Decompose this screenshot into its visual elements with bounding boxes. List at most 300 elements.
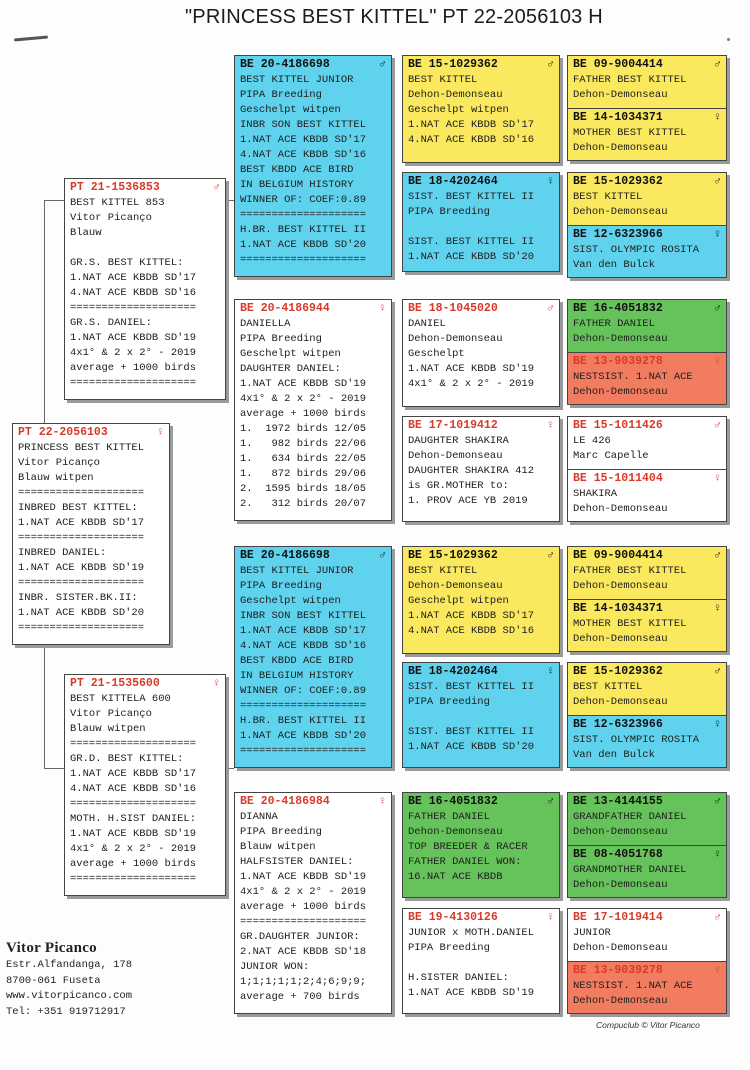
pigeon-info-line: INBR. SISTER.BK.II:	[18, 592, 138, 604]
pigeon-info-line: 1.NAT ACE KBDB SD'19	[408, 363, 535, 375]
ring-number: BE 09-9004414	[573, 58, 663, 71]
pigeon-info-line	[408, 956, 554, 971]
pigeon-info-line: H.BR. BEST KITTEL II	[240, 715, 367, 727]
pigeon-info-line: Vitor Picanço	[70, 212, 152, 224]
pigeon-info-line: Dehon-Demonseau	[573, 503, 668, 515]
sex-symbol: ♂	[714, 302, 721, 315]
pigeon-info-line: Dehon-Demonseau	[408, 89, 503, 101]
ink-dot	[727, 38, 730, 41]
pigeon-info-line: 4.NAT ACE KBDB SD'16	[408, 134, 535, 146]
sex-symbol: ♀	[714, 228, 721, 241]
sex-symbol: ♂	[547, 795, 554, 808]
connector-line	[226, 768, 234, 769]
sex-symbol: ♂	[714, 911, 721, 924]
pigeon-info-line: Dehon-Demonseau	[573, 826, 668, 838]
pigeon-info-line: MOTHER BEST KITTEL	[573, 127, 687, 139]
pigeon-card-main	[12, 423, 170, 645]
pigeon-card-g2-top	[568, 173, 726, 225]
pigeon-info-line: DAUGHTER SHAKIRA	[408, 435, 509, 447]
sex-symbol: ♀	[714, 472, 721, 485]
sex-symbol: ♀	[547, 911, 554, 924]
ring-header	[408, 663, 554, 680]
pigeon-card-fff	[402, 55, 560, 163]
breeder-name: Vitor Picanco	[6, 940, 97, 956]
pigeon-info-line: PIPA Breeding	[240, 333, 322, 345]
pigeon-info-line: SIST. BEST KITTEL II	[408, 236, 535, 248]
pigeon-info-line: GR.DAUGHTER JUNIOR:	[240, 931, 360, 943]
pigeon-info-line: Vitor Picanço	[70, 708, 152, 720]
pigeon-info-line: 4x1° & 2 x 2° - 2019	[70, 843, 197, 855]
pigeon-info-line: TOP BREEDER & RACER	[408, 841, 528, 853]
pigeon-info-line: Dehon-Demonseau	[573, 633, 668, 645]
pigeon-info-line: 1.NAT ACE KBDB SD'19	[70, 828, 197, 840]
pigeon-info-line: Geschelpt witpen	[408, 104, 509, 116]
ring-number: BE 17-1019412	[408, 419, 498, 432]
ring-header	[573, 226, 721, 243]
pigeon-info-line: Geschelpt witpen	[408, 595, 509, 607]
pigeon-info-line: IN BELGIUM HISTORY	[240, 670, 354, 682]
pigeon-info-line: 1;1;1;1;1;2;4;6;9;9;	[240, 976, 367, 988]
pigeon-info-line: 1.NAT ACE KBDB SD'17	[240, 625, 367, 637]
pigeon-info-line: BEST KITTEL JUNIOR	[240, 74, 354, 86]
pigeon-info-line: DANIELLA	[240, 318, 291, 330]
pigeon-info-line: PIPA Breeding	[240, 580, 322, 592]
ring-header	[240, 793, 386, 810]
ring-header	[240, 547, 386, 564]
breeder-website[interactable]: www.vitorpicanco.com	[6, 990, 133, 1002]
pigeon-info-line: WINNER OF: COEF:0.89	[240, 194, 367, 206]
sex-symbol: ♀	[714, 964, 721, 977]
pigeon-info-line: SIST. OLYMPIC ROSITA	[573, 734, 700, 746]
ring-header	[408, 793, 554, 810]
ring-header	[408, 56, 554, 73]
pigeon-card-g4-bot	[568, 469, 726, 522]
pigeon-card-mother	[64, 674, 226, 896]
pigeon-info-line: JUNIOR x MOTH.DANIEL	[408, 927, 535, 939]
pigeon-info-line: Dehon-Demonseau	[573, 995, 668, 1007]
ring-header	[18, 424, 164, 441]
pigeon-info-line: Dehon-Demonseau	[573, 942, 668, 954]
ring-header	[240, 300, 386, 317]
breeder-address	[6, 938, 132, 1020]
pigeon-card-ffm	[402, 172, 560, 272]
pigeon-info-line: BEST KITTELA 600	[70, 693, 171, 705]
pigeon-info-line: NESTSIST. 1.NAT ACE	[573, 371, 693, 383]
pigeon-card-mff	[402, 546, 560, 654]
pigeon-info-line: 1.NAT ACE KBDB SD'20	[240, 239, 367, 251]
pigeon-info-line: Blauw witpen	[18, 472, 94, 484]
pigeon-info-line: Blauw witpen	[240, 841, 316, 853]
pigeon-card-fmm	[402, 416, 560, 522]
sex-symbol: ♀	[714, 602, 721, 615]
pigeon-card-mmf	[402, 792, 560, 898]
pigeon-info-line: PIPA Breeding	[240, 89, 322, 101]
pigeon-info-line: FATHER BEST KITTEL	[573, 565, 687, 577]
pigeon-info-line: MOTH. H.SIST DANIEL:	[70, 813, 197, 825]
sex-symbol: ♀	[547, 419, 554, 432]
ring-header	[408, 547, 554, 564]
pigeon-card-g6-top	[568, 663, 726, 715]
pigeon-info-line: 1.NAT ACE KBDB SD'17	[18, 517, 145, 529]
ring-number: BE 20-4186698	[240, 58, 330, 71]
pigeon-info-line: 2.NAT ACE KBDB SD'18	[240, 946, 367, 958]
pigeon-info-line: Van den Bulck	[573, 259, 655, 271]
pigeon-info-line: 1.NAT ACE KBDB SD'19	[240, 871, 367, 883]
pigeon-info-line: Geschelpt witpen	[240, 595, 341, 607]
pigeon-info-line: ====================	[70, 377, 197, 389]
pigeon-info-line: ====================	[18, 487, 145, 499]
sex-symbol: ♂	[714, 795, 721, 808]
ring-number: BE 13-9039278	[573, 355, 663, 368]
connector-line	[226, 200, 234, 201]
sex-symbol: ♂	[714, 175, 721, 188]
ring-number: BE 15-1011426	[573, 419, 663, 432]
pigeon-info-line: Dehon-Demonseau	[573, 386, 668, 398]
pigeon-card-g3-bot	[568, 352, 726, 405]
pigeon-info-line: 2. 312 birds 20/07	[240, 498, 367, 510]
pigeon-card-g4-top	[568, 417, 726, 469]
pigeon-info-line: 1. 982 birds 22/06	[240, 438, 367, 450]
ring-header	[573, 353, 721, 370]
pigeon-info-line: MOTHER BEST KITTEL	[573, 618, 687, 630]
pigeon-pair-g7	[567, 792, 727, 898]
ring-header	[408, 909, 554, 926]
pigeon-info-line: DANIEL	[408, 318, 446, 330]
pigeon-info-line: BEST KITTEL	[408, 74, 478, 86]
pigeon-card-g1-top	[568, 56, 726, 108]
sex-symbol: ♀	[213, 677, 220, 690]
pigeon-card-g3-top	[568, 300, 726, 352]
sex-symbol: ♀	[714, 848, 721, 861]
ring-header	[573, 793, 721, 810]
pigeon-info-line: Dehon-Demonseau	[573, 696, 668, 708]
pigeon-info-line: Dehon-Demonseau	[408, 826, 503, 838]
pigeon-info-line: SIST. BEST KITTEL II	[408, 726, 535, 738]
pigeon-info-line	[408, 220, 554, 235]
pigeon-info-line: Geschelpt witpen	[240, 348, 341, 360]
pigeon-card-g5-top	[568, 547, 726, 599]
ring-header	[573, 547, 721, 564]
ring-number: BE 17-1019414	[573, 911, 663, 924]
pigeon-info-line: 4.NAT ACE KBDB SD'16	[408, 625, 535, 637]
pigeon-info-line: 1.NAT ACE KBDB SD'20	[408, 741, 535, 753]
ring-header	[573, 846, 721, 863]
pigeon-info-line: BEST KITTEL	[408, 565, 478, 577]
ring-number: BE 14-1034371	[573, 602, 663, 615]
pigeon-info-line: ====================	[18, 532, 145, 544]
pigeon-info-line: ====================	[70, 738, 197, 750]
pigeon-info-line: PIPA Breeding	[408, 696, 490, 708]
ring-number: BE 19-4130126	[408, 911, 498, 924]
ring-number: BE 15-1029362	[573, 175, 663, 188]
ring-number: BE 12-6323966	[573, 228, 663, 241]
sex-symbol: ♂	[714, 549, 721, 562]
ring-number: BE 13-4144155	[573, 795, 663, 808]
ring-number: BE 15-1029362	[408, 58, 498, 71]
pigeon-info-line: JUNIOR WON:	[240, 961, 310, 973]
pigeon-info-line: 4.NAT ACE KBDB SD'16	[240, 149, 367, 161]
pigeon-info-line: Dehon-Demonseau	[408, 450, 503, 462]
pigeon-info-line	[408, 710, 554, 725]
pigeon-card-mmm	[402, 908, 560, 1014]
connector-line	[44, 768, 64, 769]
pigeon-info-line: 4.NAT ACE KBDB SD'16	[240, 640, 367, 652]
pigeon-card-g5-bot	[568, 599, 726, 652]
pigeon-info-line: 4.NAT ACE KBDB SD'16	[70, 287, 197, 299]
pigeon-card-mfm	[402, 662, 560, 768]
sex-symbol: ♀	[547, 175, 554, 188]
pigeon-info-line: ====================	[240, 209, 367, 221]
pigeon-info-line: GRANDFATHER DANIEL	[573, 811, 687, 823]
pigeon-info-line: 4x1° & 2 x 2° - 2019	[240, 886, 367, 898]
breeder-street: Estr.Alfandanga, 178	[6, 959, 133, 971]
pigeon-info-line: PIPA Breeding	[240, 826, 322, 838]
pigeon-info-line: PIPA Breeding	[408, 942, 490, 954]
pigeon-pair-g5	[567, 546, 727, 652]
breeder-phone: Tel: +351 919712917	[6, 1005, 126, 1018]
pigeon-info-line: 1.NAT ACE KBDB SD'20	[240, 730, 367, 742]
pigeon-info-line: Geschelpt witpen	[240, 104, 341, 116]
ring-header	[573, 600, 721, 617]
pigeon-info-line: average + 700 birds	[240, 991, 360, 1003]
ring-number: BE 15-1029362	[408, 549, 498, 562]
ring-number: BE 13-9039278	[573, 964, 663, 977]
pigeon-pair-g4	[567, 416, 727, 522]
ring-number: BE 14-1034371	[573, 111, 663, 124]
pigeon-info-line: average + 1000 birds	[240, 408, 367, 420]
sex-symbol: ♂	[714, 665, 721, 678]
ring-header	[408, 417, 554, 434]
pigeon-card-g2-bot	[568, 225, 726, 278]
pigeon-info-line: PIPA Breeding	[408, 206, 490, 218]
ring-header	[70, 179, 220, 196]
pigeon-info-line: ====================	[240, 916, 367, 928]
sex-symbol: ♂	[547, 58, 554, 71]
ring-number: BE 15-1029362	[573, 665, 663, 678]
pigeon-info-line: Blauw	[70, 227, 102, 239]
pigeon-info-line: BEST KITTEL	[573, 681, 643, 693]
ring-number: BE 08-4051768	[573, 848, 663, 861]
pigeon-card-g8-top	[568, 909, 726, 961]
pigeon-info-line: SIST. OLYMPIC ROSITA	[573, 244, 700, 256]
ring-header	[573, 173, 721, 190]
pigeon-info-line: SHAKIRA	[573, 488, 618, 500]
pigeon-info-line: 1. 1972 birds 12/05	[240, 423, 367, 435]
pigeon-info-line: ====================	[240, 254, 367, 266]
sex-symbol: ♀	[379, 795, 386, 808]
pigeon-info-line: 1.NAT ACE KBDB SD'19	[70, 332, 197, 344]
sex-symbol: ♀	[547, 665, 554, 678]
pigeon-info-line: ====================	[18, 622, 145, 634]
pigeon-info-line: 1.NAT ACE KBDB SD'17	[408, 119, 535, 131]
sex-symbol: ♂	[714, 419, 721, 432]
ring-number: BE 18-4202464	[408, 665, 498, 678]
pigeon-info-line: BEST KBDD ACE BIRD	[240, 655, 354, 667]
pigeon-info-line: INBRED BEST KITTEL:	[18, 502, 138, 514]
pigeon-info-line: 1. 872 birds 29/06	[240, 468, 367, 480]
pigeon-info-line: Dehon-Demonseau	[573, 879, 668, 891]
pigeon-card-g7-top	[568, 793, 726, 845]
breeder-city: 8700-061 Fuseta	[6, 974, 101, 987]
pigeon-info-line: Marc Capelle	[573, 450, 649, 462]
pigeon-card-fm	[234, 299, 392, 521]
pigeon-info-line: 4.NAT ACE KBDB SD'16	[70, 783, 197, 795]
pigeon-info-line: 1.NAT ACE KBDB SD'17	[70, 272, 197, 284]
pigeon-info-line: ====================	[240, 700, 367, 712]
pigeon-card-g7-bot	[568, 845, 726, 898]
sex-symbol: ♂	[379, 58, 386, 71]
pigeon-info-line: BEST KBDD ACE BIRD	[240, 164, 354, 176]
pigeon-info-line: 1.NAT ACE KBDB SD'19	[240, 378, 367, 390]
ring-number: BE 15-1011404	[573, 472, 663, 485]
pigeon-info-line: DAUGHTER SHAKIRA 412	[408, 465, 535, 477]
pigeon-card-fmf	[402, 299, 560, 407]
pigeon-info-line: SIST. BEST KITTEL II	[408, 191, 535, 203]
pigeon-pair-g8	[567, 908, 727, 1014]
pigeon-info-line: average + 1000 birds	[70, 858, 197, 870]
ring-number: PT 21-1535600	[70, 677, 160, 690]
pigeon-info-line: WINNER OF: COEF:0.89	[240, 685, 367, 697]
ring-number: BE 09-9004414	[573, 549, 663, 562]
pigeon-info-line: Van den Bulck	[573, 749, 655, 761]
pigeon-card-mm	[234, 792, 392, 1014]
pigeon-info-line: INBR SON BEST KITTEL	[240, 610, 367, 622]
pigeon-info-line: GR.S. DANIEL:	[70, 317, 152, 329]
ring-number: PT 22-2056103	[18, 426, 108, 439]
pigeon-info-line: LE 426	[573, 435, 611, 447]
pigeon-info-line: 1.NAT ACE KBDB SD'19	[18, 562, 145, 574]
pigeon-info-line: Geschelpt	[408, 348, 465, 360]
pigeon-info-line: 4x1° & 2 x 2° - 2019	[240, 393, 367, 405]
ring-header	[408, 300, 554, 317]
pigeon-info-line: INBR SON BEST KITTEL	[240, 119, 367, 131]
ring-header	[573, 962, 721, 979]
pigeon-info-line: 2. 1595 birds 18/05	[240, 483, 367, 495]
sex-symbol: ♀	[379, 302, 386, 315]
pigeon-info-line: GR.D. BEST KITTEL:	[70, 753, 184, 765]
connector-line	[44, 200, 64, 201]
pigeon-info-line	[70, 241, 220, 256]
ring-number: BE 12-6323966	[573, 718, 663, 731]
pigeon-card-g8-bot	[568, 961, 726, 1014]
pigeon-card-g6-bot	[568, 715, 726, 768]
pigeon-info-line: Dehon-Demonseau	[408, 580, 503, 592]
pigeon-info-line: H.SISTER DANIEL:	[408, 972, 509, 984]
ring-header	[573, 470, 721, 487]
pigeon-info-line: Dehon-Demonseau	[573, 89, 668, 101]
pigeon-card-mf	[234, 546, 392, 768]
pigeon-info-line: Dehon-Demonseau	[573, 142, 668, 154]
pigeon-info-line: IN BELGIUM HISTORY	[240, 179, 354, 191]
pigeon-pair-g1	[567, 55, 727, 161]
sex-symbol: ♀	[714, 355, 721, 368]
ring-header	[240, 56, 386, 73]
ring-number: PT 21-1536853	[70, 181, 160, 194]
ring-header	[70, 675, 220, 692]
pigeon-info-line: Dehon-Demonseau	[408, 333, 503, 345]
pigeon-info-line: DIANNA	[240, 811, 278, 823]
pigeon-info-line: SIST. BEST KITTEL II	[408, 681, 535, 693]
pigeon-info-line: PRINCESS BEST KITTEL	[18, 442, 145, 454]
pigeon-info-line: 4x1° & 2 x 2° - 2019	[408, 378, 535, 390]
pigeon-info-line: Dehon-Demonseau	[573, 333, 668, 345]
pigeon-info-line: FATHER BEST KITTEL	[573, 74, 687, 86]
pigeon-info-line: BEST KITTEL 853	[70, 197, 165, 209]
sex-symbol: ♀	[714, 111, 721, 124]
sex-symbol: ♂	[213, 181, 220, 194]
sex-symbol: ♀	[157, 426, 164, 439]
pigeon-info-line: ====================	[70, 302, 197, 314]
pigeon-info-line: 1.NAT ACE KBDB SD'17	[408, 610, 535, 622]
pigeon-info-line: 1.NAT ACE KBDB SD'17	[70, 768, 197, 780]
pigeon-info-line: FATHER DANIEL	[408, 811, 490, 823]
pigeon-info-line: ====================	[70, 873, 197, 885]
pigeon-info-line: FATHER DANIEL	[573, 318, 655, 330]
ring-header	[573, 56, 721, 73]
ring-header	[573, 109, 721, 126]
pedigree-title: "PRINCESS BEST KITTEL" PT 22-2056103 H	[185, 6, 603, 28]
sex-symbol: ♂	[379, 549, 386, 562]
pigeon-info-line: 1. 634 birds 22/05	[240, 453, 367, 465]
sex-symbol: ♂	[714, 58, 721, 71]
ring-header	[408, 173, 554, 190]
ring-number: BE 18-1045020	[408, 302, 498, 315]
pigeon-pair-g2	[567, 172, 727, 278]
ring-header	[573, 909, 721, 926]
pigeon-card-father	[64, 178, 226, 400]
pigeon-info-line: Dehon-Demonseau	[573, 206, 668, 218]
pigeon-info-line: GRANDMOTHER DANIEL	[573, 864, 687, 876]
pigeon-info-line: ====================	[18, 577, 145, 589]
copyright-note: Compuclub © Vitor Picanco	[596, 1020, 700, 1030]
pigeon-info-line: ====================	[70, 798, 197, 810]
pigeon-info-line: 1.NAT ACE KBDB SD'19	[408, 987, 535, 999]
pigeon-info-line: 4x1° & 2 x 2° - 2019	[70, 347, 197, 359]
pigeon-info-line: is GR.MOTHER to:	[408, 480, 509, 492]
ring-number: BE 20-4186944	[240, 302, 330, 315]
ring-number: BE 16-4051832	[408, 795, 498, 808]
ring-number: BE 20-4186698	[240, 549, 330, 562]
pigeon-pair-g6	[567, 662, 727, 768]
pigeon-info-line: 1.NAT ACE KBDB SD'20	[18, 607, 145, 619]
pigeon-info-line: FATHER DANIEL WON:	[408, 856, 522, 868]
pigeon-info-line: 16.NAT ACE KBDB	[408, 871, 503, 883]
pigeon-info-line: GR.S. BEST KITTEL:	[70, 257, 184, 269]
pigeon-card-ff	[234, 55, 392, 277]
pigeon-info-line: HALFSISTER DANIEL:	[240, 856, 354, 868]
pigeon-info-line: Dehon-Demonseau	[573, 580, 668, 592]
pigeon-info-line: 1.NAT ACE KBDB SD'20	[408, 251, 535, 263]
pigeon-info-line: INBRED DANIEL:	[18, 547, 107, 559]
pigeon-info-line: H.BR. BEST KITTEL II	[240, 224, 367, 236]
pigeon-info-line: DAUGHTER DANIEL:	[240, 363, 341, 375]
pigeon-info-line: Blauw witpen	[70, 723, 146, 735]
ring-header	[573, 300, 721, 317]
ring-number: BE 16-4051832	[573, 302, 663, 315]
ring-number: BE 20-4186984	[240, 795, 330, 808]
pigeon-info-line: BEST KITTEL JUNIOR	[240, 565, 354, 577]
pen-mark	[14, 36, 48, 42]
ring-header	[573, 716, 721, 733]
sex-symbol: ♂	[547, 549, 554, 562]
pigeon-info-line: JUNIOR	[573, 927, 611, 939]
pigeon-card-g1-bot	[568, 108, 726, 161]
pigeon-info-line: BEST KITTEL	[573, 191, 643, 203]
pigeon-pair-g3	[567, 299, 727, 405]
ring-header	[573, 663, 721, 680]
ring-header	[573, 417, 721, 434]
sex-symbol: ♂	[547, 302, 554, 315]
